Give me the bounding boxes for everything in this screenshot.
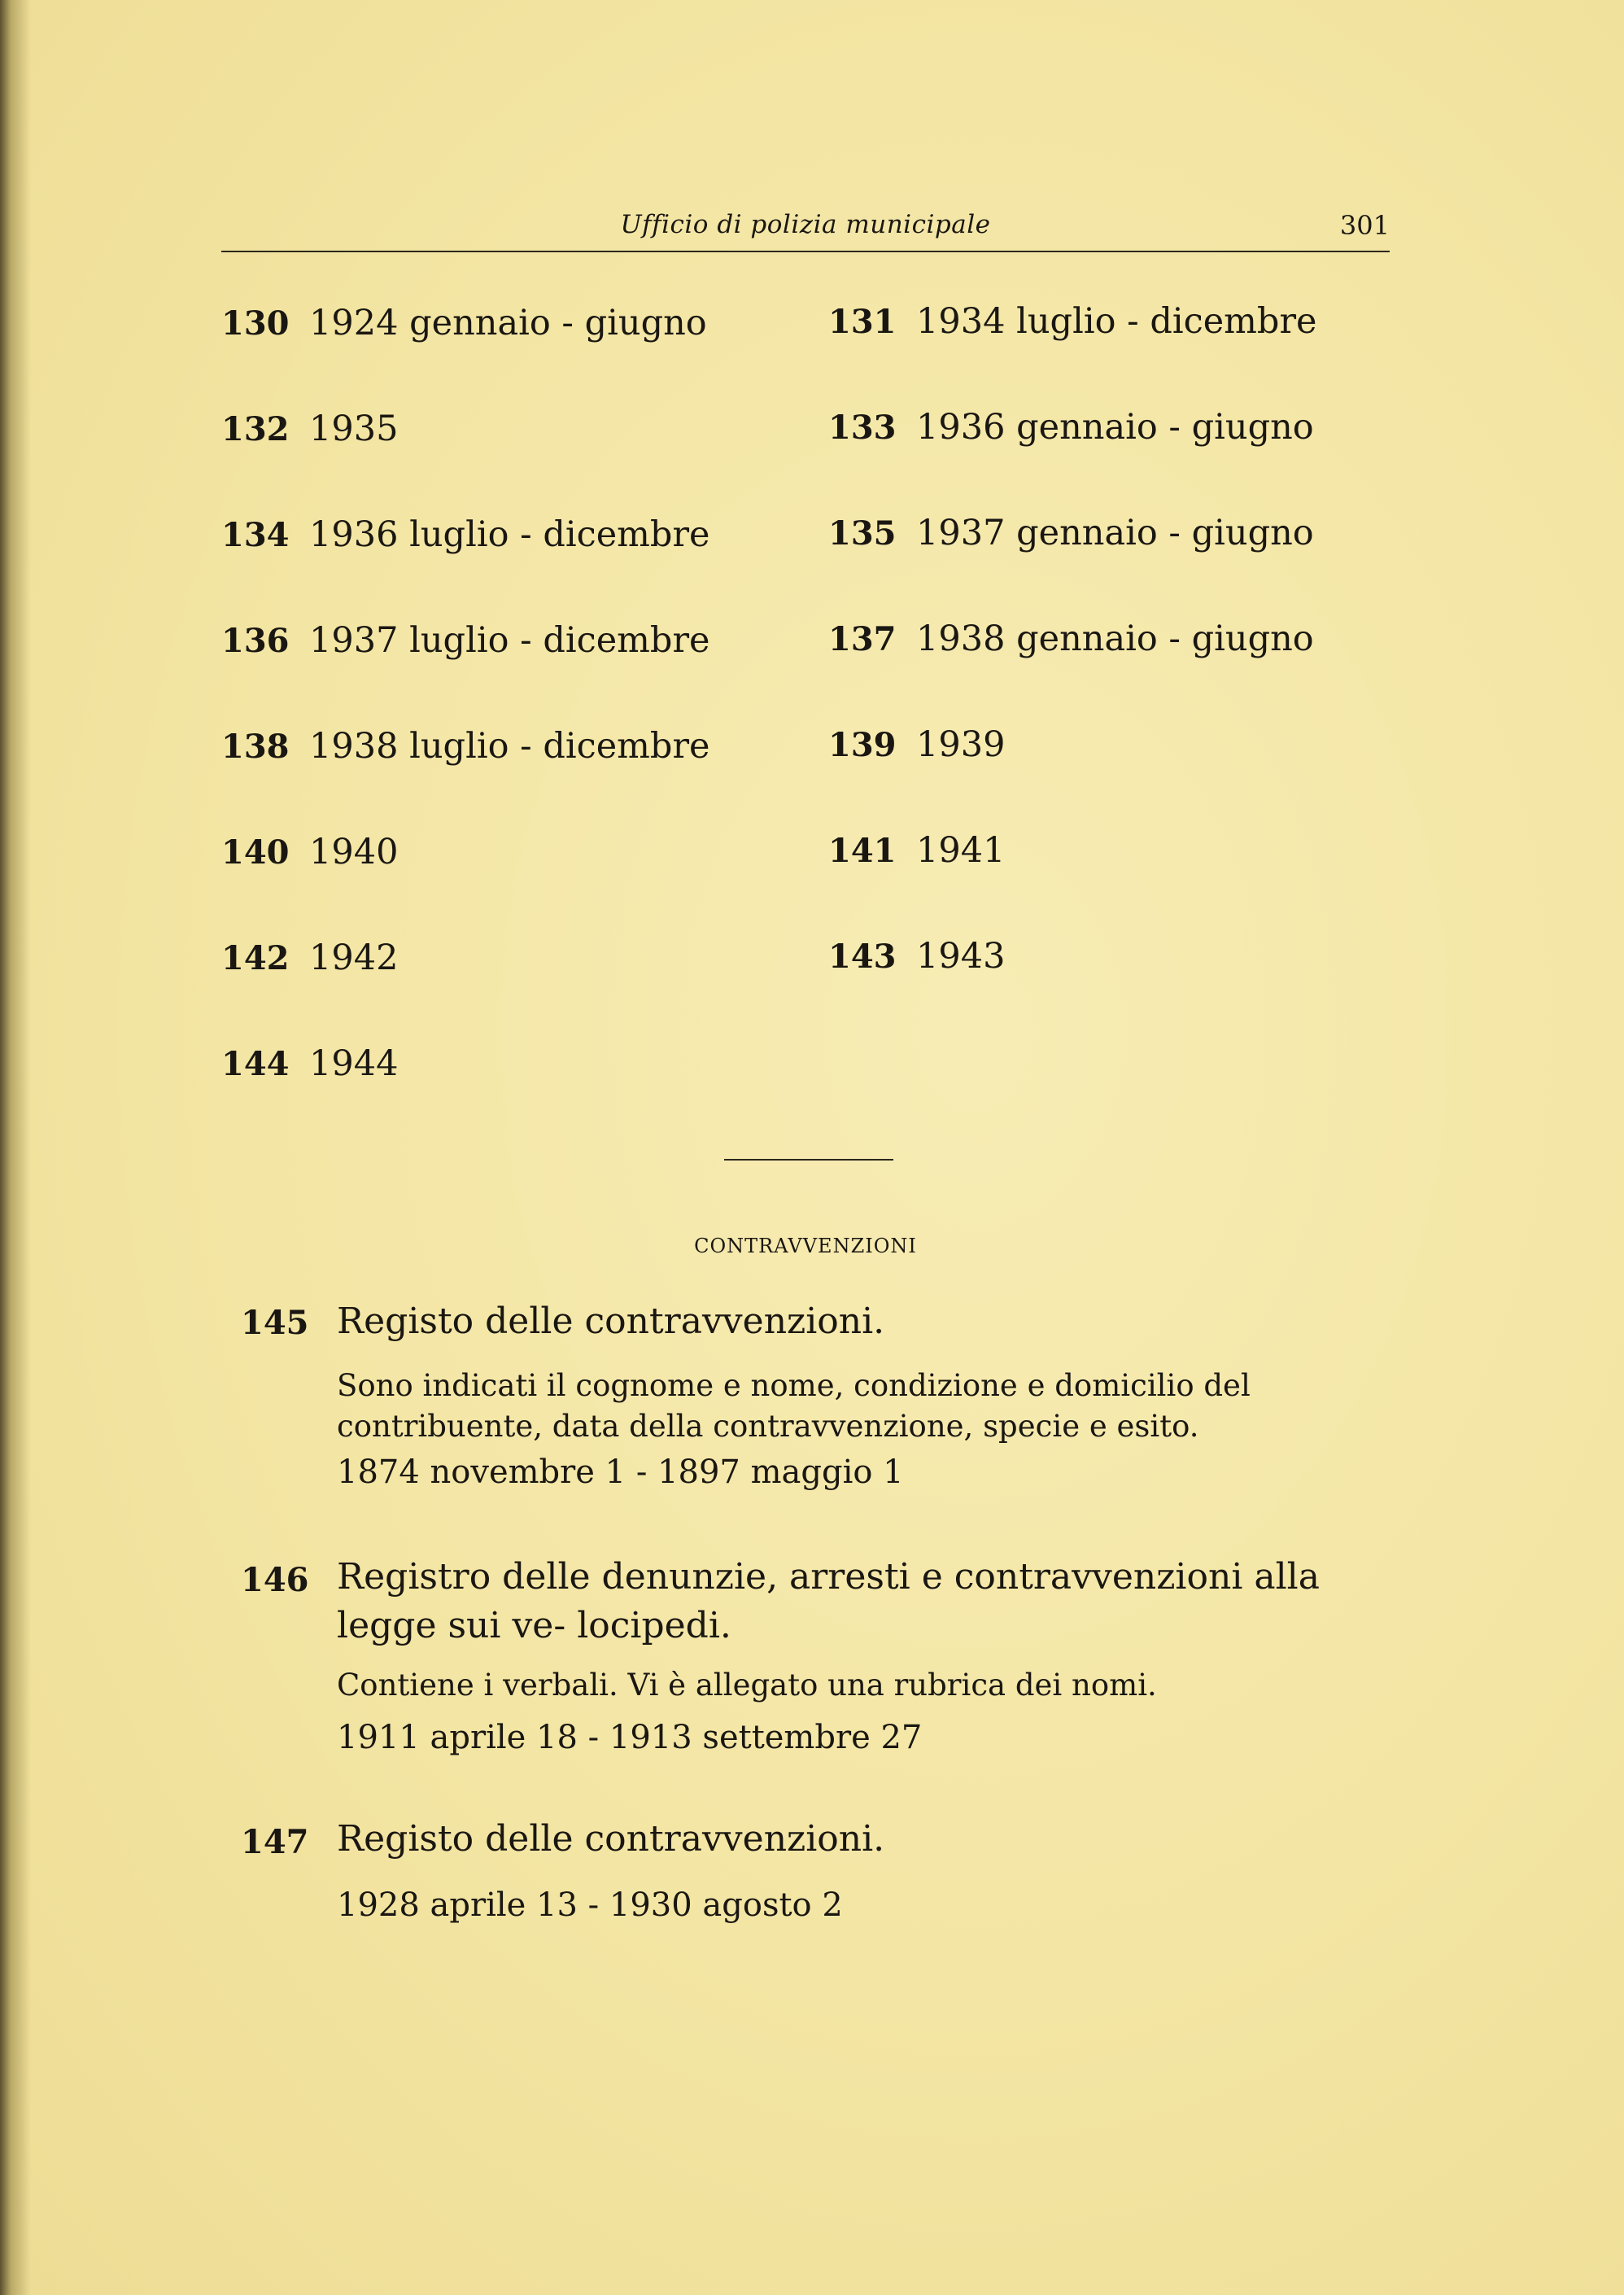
list-item-number: 138 [221,728,290,766]
list-item-text: 1941 [916,830,1006,871]
item-title: Registro delle denunzie, arresti e contravvenzioni alla legge sui ve- locipedi. [337,1556,1320,1646]
item-date: 1928 aprile 13 - 1930 agosto 2 [337,1886,843,1924]
item-number: 147 [241,1823,309,1861]
list-item-number: 130 [221,304,290,343]
section-title: CONTRAVVENZIONI [694,1235,917,1257]
list-item-text: 1936 luglio - dicembre [309,514,710,555]
list-item [221,514,709,555]
list-item-text: 1935 [309,409,399,449]
list-item-text: 1938 gennaio - giugno [916,619,1314,659]
list-item [221,832,398,872]
list-item-text: 1940 [309,832,399,872]
list-item [828,407,1314,448]
list-item-text: 1943 [916,936,1006,977]
list-item-text: 1936 gennaio - giugno [916,407,1314,448]
book-spine-shadow [0,0,31,2295]
list-item-number: 143 [828,938,897,976]
list-item-text: 1942 [309,938,399,978]
list-item-text: 1937 gennaio - giugno [916,513,1314,553]
list-item-text: 1938 luglio - dicembre [309,726,710,767]
list-item [221,620,709,661]
list-item-text: 1934 luglio - dicembre [916,301,1317,342]
list-item-number: 135 [828,514,897,553]
item-date: 1911 aprile 18 - 1913 settembre 27 [337,1719,923,1756]
list-item [221,938,398,978]
item-title: Registo delle contravvenzioni. [337,1300,885,1342]
list-item-number: 132 [221,410,290,448]
list-item-number: 139 [828,726,897,764]
list-item-number: 134 [221,516,290,554]
list-item-number: 136 [221,622,290,660]
list-item [828,936,1005,977]
list-item-number: 133 [828,409,897,447]
list-item [828,301,1316,342]
list-item-number: 131 [828,303,897,341]
list-item-text: 1937 luglio - dicembre [309,620,710,661]
item-number: 145 [241,1304,309,1342]
list-item [828,724,1005,765]
page-number: 301 [1339,210,1390,241]
list-item [828,830,1005,871]
list-item [221,726,709,767]
item-date: 1874 novembre 1 - 1897 maggio 1 [337,1454,904,1491]
list-item [828,619,1314,659]
list-item [221,303,707,343]
list-item [221,409,398,449]
item-title: Registo delle contravvenzioni. [337,1818,885,1860]
section-divider [724,1159,893,1161]
list-item-number: 142 [221,939,290,977]
list-item [828,513,1314,553]
list-item-number: 144 [221,1045,290,1083]
list-item-number: 141 [828,832,897,870]
item-description: Contiene i verbali. Vi è allegato una rubrica dei nomi. [337,1668,1157,1703]
list-item-text: 1944 [309,1043,399,1084]
list-item-number: 137 [828,620,897,658]
list-item-number: 140 [221,833,290,872]
header-title: Ufficio di polizia municipale [620,210,991,239]
item-number: 146 [241,1561,309,1599]
list-item-text: 1939 [916,724,1006,765]
running-header [221,205,1390,252]
item-description: Sono indicati il cognome e nome, condizione e domicilio del contribuente, data della contravvenzione, specie e esito. [337,1368,1251,1444]
list-item-text: 1924 gennaio - giugno [309,303,707,343]
list-item [221,1043,398,1084]
